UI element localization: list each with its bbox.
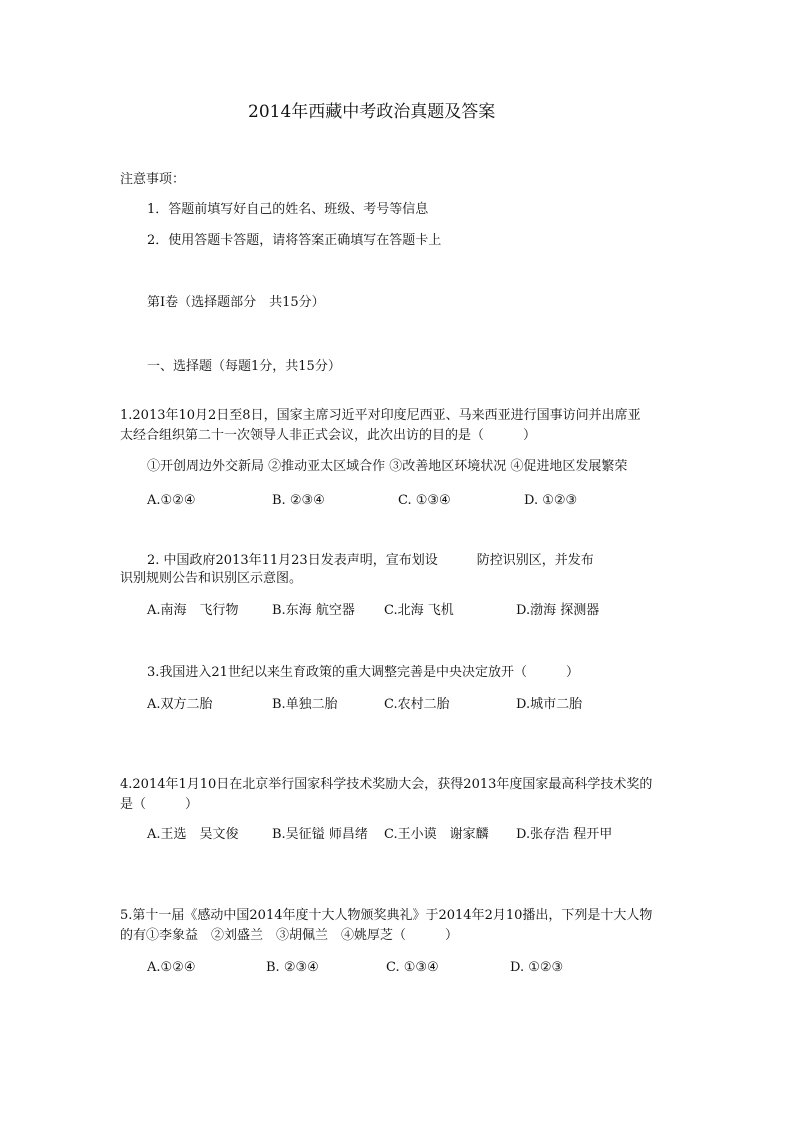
option-b: B. ②③④: [266, 960, 319, 975]
option-b: B.单独二胎: [272, 697, 338, 712]
question-4-line-2: 是（ ）: [120, 797, 199, 812]
option-c: C. ①③④: [398, 493, 451, 508]
option-a: A.①②④: [147, 960, 196, 975]
option-c: C.北海 飞机: [384, 603, 454, 618]
option-d: D.渤海 探测器: [516, 603, 600, 618]
notice-item-2: 2．使用答题卡答题，请将答案正确填写在答题卡上: [147, 233, 442, 248]
question-1-line-1: 1.2013年10月2日至8日，国家主席习近平对印度尼西亚、马来西亚进行国事访问并出席亚: [120, 408, 641, 423]
option-c: C. ①③④: [386, 960, 439, 975]
option-c: C.农村二胎: [384, 697, 450, 712]
question-4-line-1: 4.2014年1月10日在北京举行国家科学技术奖励大会，获得2013年度国家最高科学技术奖的: [120, 777, 653, 792]
option-a: A.王选 吴文俊: [147, 827, 239, 842]
option-d: D. ①②③: [524, 493, 578, 508]
option-c: C.王小谟 谢家麟: [384, 827, 489, 842]
option-b: B.吴征镒 师昌绪: [272, 827, 368, 842]
question-5-line-1: 5.第十一届《感动中国2014年度十大人物颁奖典礼》于2014年2月10播出，下列是十大人物: [120, 908, 653, 923]
question-2-line-1: 2. 中国政府2013年11月23日发表声明，宣布划设 防控识别区，并发布: [147, 553, 594, 568]
option-a: A.①②④: [147, 493, 196, 508]
option-d: D.城市二胎: [516, 697, 583, 712]
question-1-line-2: 太经合组织第二十一次领导人非正式会议，此次出访的目的是（ ）: [120, 428, 537, 443]
option-d: D.张存浩 程开甲: [516, 827, 613, 842]
option-b: B. ②③④: [272, 493, 325, 508]
option-d: D. ①②③: [510, 960, 564, 975]
option-a: A.双方二胎: [147, 697, 213, 712]
part-title: 一、选择题（每题1分，共15分）: [147, 359, 341, 374]
question-1-statements: ①开创周边外交新局 ②推动亚太区域合作 ③改善地区环境状况 ④促进地区发展繁荣: [147, 459, 628, 474]
page-title: 2014年西藏中考政治真题及答案: [248, 102, 496, 122]
section-title: 第I卷（选择题部分 共15分）: [147, 295, 325, 310]
question-5-line-2: 的有①李象益 ②刘盛兰 ③胡佩兰 ④姚厚芝（ ）: [120, 928, 459, 943]
option-b: B.东海 航空器: [272, 603, 355, 618]
question-2-line-2: 识别规则公告和识别区示意图。: [120, 571, 303, 586]
notice-item-1: 1．答题前填写好自己的姓名、班级、考号等信息: [147, 202, 429, 217]
notice-heading: 注意事项：: [120, 172, 186, 187]
option-a: A.南海 飞行物: [147, 603, 239, 618]
question-3-line-1: 3.我国进入21世纪以来生育政策的重大调整完善是中央决定放开（ ）: [147, 665, 579, 680]
